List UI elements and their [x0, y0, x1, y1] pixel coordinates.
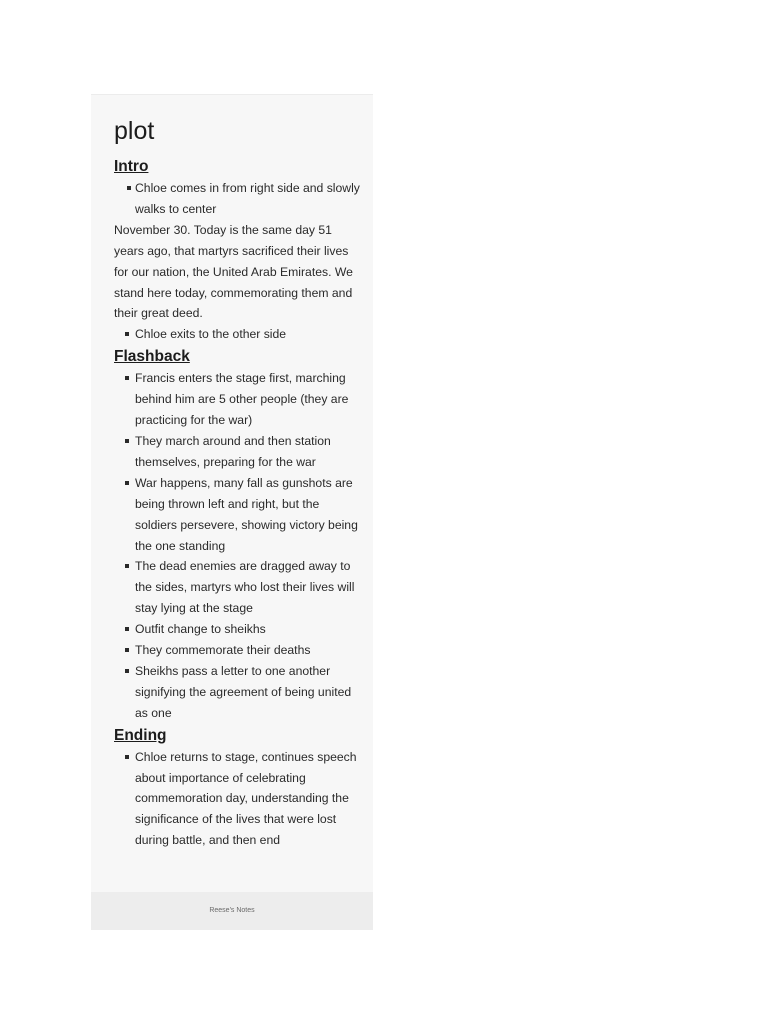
intro-bullet-list-bottom [114, 324, 360, 345]
list-item: They commemorate their deaths [114, 640, 360, 661]
intro-paragraph: November 30. Today is the same day 51 years ago, that martyrs sacrificed their lives for our nation, the United Arab Emirates. We stand here today, commemorating them and their great deed. [114, 222, 353, 321]
list-item: Chloe exits to the other side [114, 324, 360, 345]
section-heading-intro: Intro [114, 158, 149, 175]
list-item: Francis enters the stage first, marching behind him are 5 other people (they are practicing for the war) [114, 368, 360, 431]
footer-label: Reese's Notes [209, 907, 255, 914]
list-item: They march around and then station themselves, preparing for the war [114, 431, 360, 473]
page-title: plot [114, 117, 155, 145]
list-item: Outfit change to sheikhs [114, 619, 360, 640]
note-content [114, 111, 360, 851]
list-item: The dead enemies are dragged away to the sides, martyrs who lost their lives will stay lying at the stage [114, 556, 360, 619]
section-heading-ending: Ending [114, 726, 167, 744]
intro-bullet-list-top [114, 178, 360, 220]
list-item: Chloe comes in from right side and slowly walks to center [114, 178, 360, 220]
ending-bullet-list [114, 747, 360, 852]
flashback-bullet-list [114, 368, 360, 723]
list-item: Chloe returns to stage, continues speech about importance of celebrating commemoration day, understanding the significance of the lives that were lost during battle, and then end [114, 747, 360, 852]
note-page [91, 94, 373, 930]
list-item: Sheikhs pass a letter to one another signifying the agreement of being united as one [114, 661, 360, 724]
page-footer [91, 892, 373, 930]
section-heading-flashback: Flashback [114, 348, 190, 366]
list-item: War happens, many fall as gunshots are being thrown left and right, but the soldiers persevere, showing victory being the one standing [114, 473, 360, 557]
